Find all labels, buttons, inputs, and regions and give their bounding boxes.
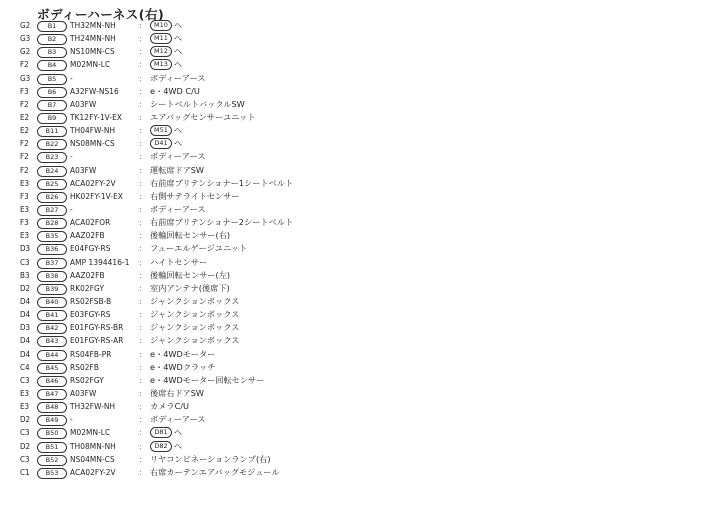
part-number: ACA02FY-2V (70, 177, 116, 188)
connector-id-badge: B50 (37, 428, 67, 439)
grid-location: E3 (20, 387, 30, 398)
connector-description (150, 269, 230, 282)
grid-location: F2 (20, 138, 29, 149)
connector-row (0, 348, 400, 361)
part-number: TH08MN-NH (70, 440, 116, 451)
connector-id-badge: B41 (37, 310, 67, 321)
connector-description (150, 426, 182, 439)
connector-row (0, 413, 400, 426)
part-number: RS02FB (70, 361, 100, 372)
connector-row (0, 45, 400, 58)
connector-description (150, 387, 204, 400)
connector-id-badge: B26 (37, 192, 67, 203)
separator: : (139, 164, 142, 175)
connector-description (150, 334, 240, 347)
grid-location: C1 (20, 466, 30, 477)
part-number: A03FW (70, 387, 97, 398)
part-number: AAZ02FB (70, 230, 105, 241)
grid-location: E3 (20, 203, 30, 214)
part-number: RS04FB-PR (70, 348, 112, 359)
grid-location: E2 (20, 125, 30, 136)
description-text: へ (174, 46, 183, 57)
part-number: AMP 1394416-1 (70, 256, 130, 267)
grid-location: F2 (20, 151, 29, 162)
part-number: E01FGY-RS-AR (70, 335, 124, 346)
connector-description (150, 242, 247, 255)
description-text: ボディーアース (150, 151, 206, 162)
connector-row (0, 453, 400, 466)
connector-description (150, 282, 230, 295)
separator: : (139, 230, 142, 241)
connector-row (0, 387, 400, 400)
connector-description (150, 308, 240, 321)
description-text: ボディーアース (150, 203, 206, 214)
grid-location: F2 (20, 59, 29, 70)
connector-description (150, 150, 206, 163)
grid-location: C4 (20, 361, 30, 372)
separator: : (139, 256, 142, 267)
connector-id-badge: B27 (37, 205, 67, 216)
connector-row (0, 374, 400, 387)
connector-id-badge: B53 (37, 468, 67, 479)
part-number: A03FW (70, 98, 97, 109)
grid-location: C3 (20, 453, 30, 464)
connector-id-badge: B51 (37, 442, 67, 453)
connector-id-badge: B11 (37, 126, 67, 137)
connector-description (150, 58, 182, 71)
reference-connector-badge: M51 (150, 125, 172, 136)
connector-row (0, 334, 400, 347)
part-number: TH32FW-NH (70, 401, 116, 412)
description-text: ジャンクションボックス (150, 295, 240, 306)
description-text: 後輪回転センサー(左) (150, 269, 231, 280)
separator: : (139, 111, 142, 122)
connector-description (150, 374, 264, 387)
connector-id-badge: B25 (37, 179, 67, 190)
connector-row (0, 150, 400, 163)
reference-connector-badge: D41 (150, 138, 172, 149)
connector-id-badge: B3 (37, 47, 67, 58)
connector-id-badge: B22 (37, 139, 67, 150)
description-text: エアバッグセンサーユニット (150, 111, 256, 122)
part-number: RS02FGY (70, 374, 104, 385)
connector-description (150, 124, 182, 137)
description-text: ボディーアース (150, 414, 206, 425)
grid-location: C3 (20, 374, 30, 385)
grid-location: E3 (20, 230, 30, 241)
connector-description (150, 256, 207, 269)
part-number: NS08MN-CS (70, 138, 115, 149)
description-text: e・4WDモーター回転センサー (150, 374, 265, 385)
separator: : (139, 466, 142, 477)
grid-location: F2 (20, 98, 29, 109)
description-text: 右側サテライトセンサー (150, 190, 240, 201)
separator: : (139, 203, 142, 214)
separator: : (139, 322, 142, 333)
separator: : (139, 414, 142, 425)
connector-description (150, 400, 189, 413)
grid-location: D3 (20, 322, 31, 333)
part-number: ACA02FOR (70, 217, 111, 228)
grid-location: G3 (20, 33, 31, 44)
grid-location: D4 (20, 335, 31, 346)
grid-location: B3 (20, 269, 30, 280)
connector-row (0, 85, 400, 98)
connector-id-badge: B28 (37, 218, 67, 229)
page-title: ボディーハーネス(右) (37, 7, 165, 22)
description-text: e・4WDモーター (150, 348, 216, 359)
connector-row (0, 19, 400, 32)
part-number: TH32MN-NH (70, 20, 116, 30)
connector-row (0, 137, 400, 150)
connector-row (0, 256, 400, 269)
connector-description (150, 164, 204, 177)
connector-row (0, 426, 400, 439)
description-text: 運転席ドアSW (150, 164, 204, 175)
connector-description (150, 85, 200, 98)
description-text: へ (174, 59, 183, 70)
description-text: へ (174, 20, 183, 30)
separator: : (139, 190, 142, 201)
part-number: - (70, 203, 73, 214)
grid-location: D4 (20, 295, 31, 306)
connector-id-badge: B49 (37, 415, 67, 426)
description-text: ジャンクションボックス (150, 309, 240, 320)
reference-connector-badge: M10 (150, 20, 172, 31)
reference-connector-badge: M13 (150, 59, 172, 70)
part-number: RK02FGY (70, 282, 105, 293)
separator: : (139, 20, 142, 30)
separator: : (139, 282, 142, 293)
part-number: - (70, 72, 73, 83)
connector-id-badge: B7 (37, 100, 67, 111)
description-text: ジャンクションボックス (150, 335, 240, 346)
grid-location: E2 (20, 111, 30, 122)
description-text: フューエルゲージユニット (150, 243, 248, 254)
separator: : (139, 348, 142, 359)
connector-id-badge: B37 (37, 258, 67, 269)
grid-location: E3 (20, 177, 30, 188)
connector-row (0, 229, 400, 242)
description-text: 右前席プリテンショナー1シートベルト (150, 177, 294, 188)
connector-row (0, 190, 400, 203)
description-text: e・4WD C/U (150, 85, 200, 96)
part-number: A03FW (70, 164, 97, 175)
description-text: 室内アンテナ(後席下) (150, 282, 230, 293)
description-text: シートベルトバックルSW (150, 98, 245, 109)
description-text: へ (174, 125, 183, 136)
separator: : (139, 217, 142, 228)
description-text: 後輪回転センサー(右) (150, 230, 231, 241)
grid-location: G3 (20, 72, 31, 83)
connector-id-badge: B39 (37, 284, 67, 295)
description-text: ハイトセンサー (150, 256, 208, 267)
connector-row (0, 32, 400, 45)
part-number: HK02FY-1V-EX (70, 190, 124, 201)
separator: : (139, 243, 142, 254)
connector-row (0, 242, 400, 255)
connector-id-badge: B35 (37, 231, 67, 242)
connector-description (150, 190, 240, 203)
description-text: ボディーアース (150, 72, 206, 83)
reference-connector-badge: D81 (150, 427, 172, 438)
separator: : (139, 177, 142, 188)
separator: : (139, 46, 142, 57)
connector-id-badge: B5 (37, 74, 67, 85)
connector-description (150, 295, 240, 308)
connector-id-badge: B6 (37, 87, 67, 98)
grid-location: G2 (20, 46, 31, 57)
connector-description (150, 98, 245, 111)
reference-connector-badge: D82 (150, 441, 172, 452)
grid-location: E3 (20, 401, 30, 412)
connector-row (0, 216, 400, 229)
connector-row (0, 295, 400, 308)
connector-description (150, 111, 255, 124)
part-number: NS04MN-CS (70, 453, 115, 464)
connector-id-badge: B2 (37, 34, 67, 45)
part-number: NS10MN-CS (70, 46, 115, 57)
part-number: TH04FW-NH (70, 125, 116, 136)
connector-description (150, 177, 293, 190)
separator: : (139, 295, 142, 306)
connector-row (0, 321, 400, 334)
grid-location: C3 (20, 256, 30, 267)
connector-id-badge: B42 (37, 323, 67, 334)
connector-description (150, 466, 280, 479)
part-number: ACA02FY-2V (70, 466, 116, 477)
connector-row (0, 282, 400, 295)
connector-id-badge: B52 (37, 455, 67, 466)
grid-location: F3 (20, 85, 29, 96)
connector-description (150, 203, 206, 216)
grid-location: D3 (20, 243, 31, 254)
reference-connector-badge: M11 (150, 33, 172, 44)
separator: : (139, 401, 142, 412)
separator: : (139, 309, 142, 320)
connector-description (150, 216, 293, 229)
grid-location: D4 (20, 348, 31, 359)
connector-row (0, 440, 400, 453)
connector-description (150, 413, 206, 426)
part-number: - (70, 414, 73, 425)
description-text: カメラC/U (150, 401, 190, 412)
connector-id-badge: B38 (37, 271, 67, 282)
separator: : (139, 335, 142, 346)
separator: : (139, 387, 142, 398)
description-text: 右前席プリテンショナー2シートベルト (150, 217, 294, 228)
description-text: へ (174, 427, 183, 438)
part-number: AAZ02FB (70, 269, 105, 280)
separator: : (139, 269, 142, 280)
description-text: へ (174, 138, 183, 149)
grid-location: F3 (20, 217, 29, 228)
description-text: 後席右ドアSW (150, 387, 204, 398)
connector-id-badge: B45 (37, 363, 67, 374)
connector-row (0, 124, 400, 137)
grid-location: D2 (20, 414, 31, 425)
separator: : (139, 59, 142, 70)
part-number: RS02FSB-B (70, 295, 112, 306)
grid-location: F2 (20, 164, 29, 175)
description-text: へ (174, 440, 183, 451)
separator: : (139, 440, 142, 451)
grid-location: D2 (20, 440, 31, 451)
connector-description (150, 137, 182, 150)
separator: : (139, 98, 142, 109)
separator: : (139, 138, 142, 149)
connector-id-badge: B24 (37, 166, 67, 177)
connector-row (0, 308, 400, 321)
connector-row (0, 466, 400, 479)
part-number: A32FW-NS16 (70, 85, 119, 96)
connector-description (150, 348, 215, 361)
separator: : (139, 374, 142, 385)
connector-id-badge: B44 (37, 350, 67, 361)
grid-location: F3 (20, 190, 29, 201)
part-number: E04FGY-RS (70, 243, 111, 254)
connector-row (0, 72, 400, 85)
connector-description (150, 32, 182, 45)
connector-row (0, 98, 400, 111)
connector-id-badge: B1 (37, 21, 67, 32)
connector-row (0, 361, 400, 374)
connector-id-badge: B48 (37, 402, 67, 413)
connector-description (150, 72, 206, 85)
connector-row (0, 58, 400, 71)
part-number: M02MN-LC (70, 427, 111, 438)
connector-row (0, 177, 400, 190)
connector-description (150, 229, 230, 242)
connector-row (0, 203, 400, 216)
connector-description (150, 19, 182, 32)
connector-list (0, 19, 400, 479)
description-text: 右席カーテンエアバッグモジュール (150, 466, 280, 477)
connector-id-badge: B4 (37, 60, 67, 71)
grid-location: D2 (20, 282, 31, 293)
grid-location: G2 (20, 20, 31, 30)
reference-connector-badge: M12 (150, 46, 172, 57)
description-text: ジャンクションボックス (150, 322, 240, 333)
description-text: e・4WDクラッチ (150, 361, 216, 372)
separator: : (139, 33, 142, 44)
grid-location: D4 (20, 309, 31, 320)
connector-description (150, 453, 271, 466)
part-number: - (70, 151, 73, 162)
separator: : (139, 85, 142, 96)
part-number: TH24MN-NH (70, 33, 116, 44)
separator: : (139, 427, 142, 438)
connector-row (0, 269, 400, 282)
connector-row (0, 111, 400, 124)
connector-id-badge: B9 (37, 113, 67, 124)
connector-description (150, 45, 182, 58)
separator: : (139, 453, 142, 464)
description-text: へ (174, 33, 183, 44)
separator: : (139, 72, 142, 83)
part-number: E01FGY-RS-BR (70, 322, 124, 333)
connector-id-badge: B36 (37, 244, 67, 255)
part-number: M02MN-LC (70, 59, 111, 70)
part-number: E03FGY-RS (70, 309, 111, 320)
connector-description (150, 440, 182, 453)
connector-row (0, 164, 400, 177)
separator: : (139, 125, 142, 136)
grid-location: C3 (20, 427, 30, 438)
connector-description (150, 361, 215, 374)
part-number: TK12FY-1V-EX (70, 111, 122, 122)
separator: : (139, 151, 142, 162)
description-text: リヤコンビネーションランプ(右) (150, 453, 271, 464)
connector-id-badge: B47 (37, 389, 67, 400)
connector-id-badge: B43 (37, 336, 67, 347)
connector-id-badge: B23 (37, 152, 67, 163)
connector-description (150, 321, 240, 334)
connector-row (0, 400, 400, 413)
connector-id-badge: B46 (37, 376, 67, 387)
connector-id-badge: B40 (37, 297, 67, 308)
separator: : (139, 361, 142, 372)
